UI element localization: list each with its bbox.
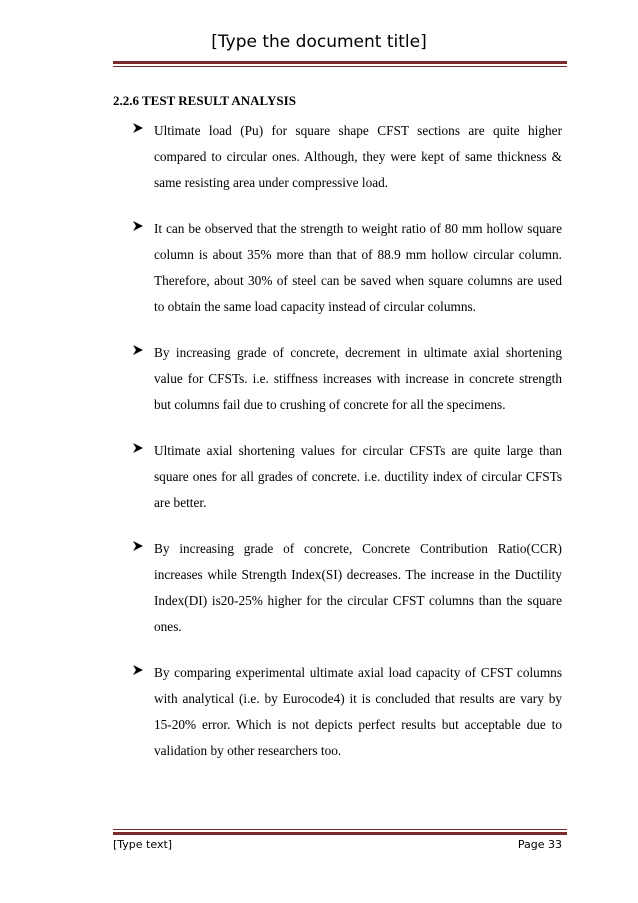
bullet-item — [130, 660, 562, 764]
footer-rule-thin — [113, 829, 567, 830]
arrow-bullet-icon — [132, 442, 144, 454]
header-rule-thick — [113, 61, 567, 64]
footer-left-text: [Type text] — [113, 838, 173, 851]
arrow-bullet-icon — [132, 664, 144, 676]
bullet-text: By increasing grade of concrete, decrement in ultimate axial shortening value for CFSTs. i.e. stiffness increases with increase in concrete strength but columns fail due to crushing of concrete for all the specimens. — [154, 345, 562, 412]
arrow-bullet-icon — [132, 540, 144, 552]
bullet-text: It can be observed that the strength to weight ratio of 80 mm hollow square column is about 35% more than that of 88.9 mm hollow circular column. Therefore, about 30% of steel can be saved when square columns are used to obtain the same load capacity instead of circular columns. — [154, 221, 562, 314]
arrow-bullet-icon — [132, 344, 144, 356]
bullet-text: By comparing experimental ultimate axial load capacity of CFST columns with analytical (i.e. by Eurocode4) it is concluded that results are vary by 15-20% error. Which is not depicts perfect results but acceptable due to validation by other researchers too. — [154, 665, 562, 758]
bullet-item — [130, 536, 562, 640]
bullet-item — [130, 340, 562, 418]
bullet-text: By increasing grade of concrete, Concrete Contribution Ratio(CCR) increases while Strength Index(SI) decreases. The increase in the Ductility Index(DI) is20-25% higher for the circular CFST columns than the square ones. — [154, 541, 562, 634]
header-rule-thin — [113, 66, 567, 67]
bullet-item — [130, 216, 562, 320]
bullet-item — [130, 438, 562, 516]
bullet-item — [130, 118, 562, 196]
bullet-list — [130, 118, 562, 784]
footer-rule-thick — [113, 832, 567, 835]
arrow-bullet-icon — [132, 220, 144, 232]
header-title: [Type the document title] — [211, 32, 427, 52]
arrow-bullet-icon — [132, 122, 144, 134]
page-number: Page 33 — [517, 838, 562, 851]
bullet-text: Ultimate load (Pu) for square shape CFST sections are quite higher compared to circular ones. Although, they were kept of same thickness & same resisting area under compressive load. — [154, 123, 562, 190]
bullet-text: Ultimate axial shortening values for circular CFSTs are quite large than square ones for all grades of concrete. i.e. ductility index of circular CFSTs are better. — [154, 443, 562, 510]
section-heading: 2.2.6 TEST RESULT ANALYSIS — [113, 93, 296, 108]
